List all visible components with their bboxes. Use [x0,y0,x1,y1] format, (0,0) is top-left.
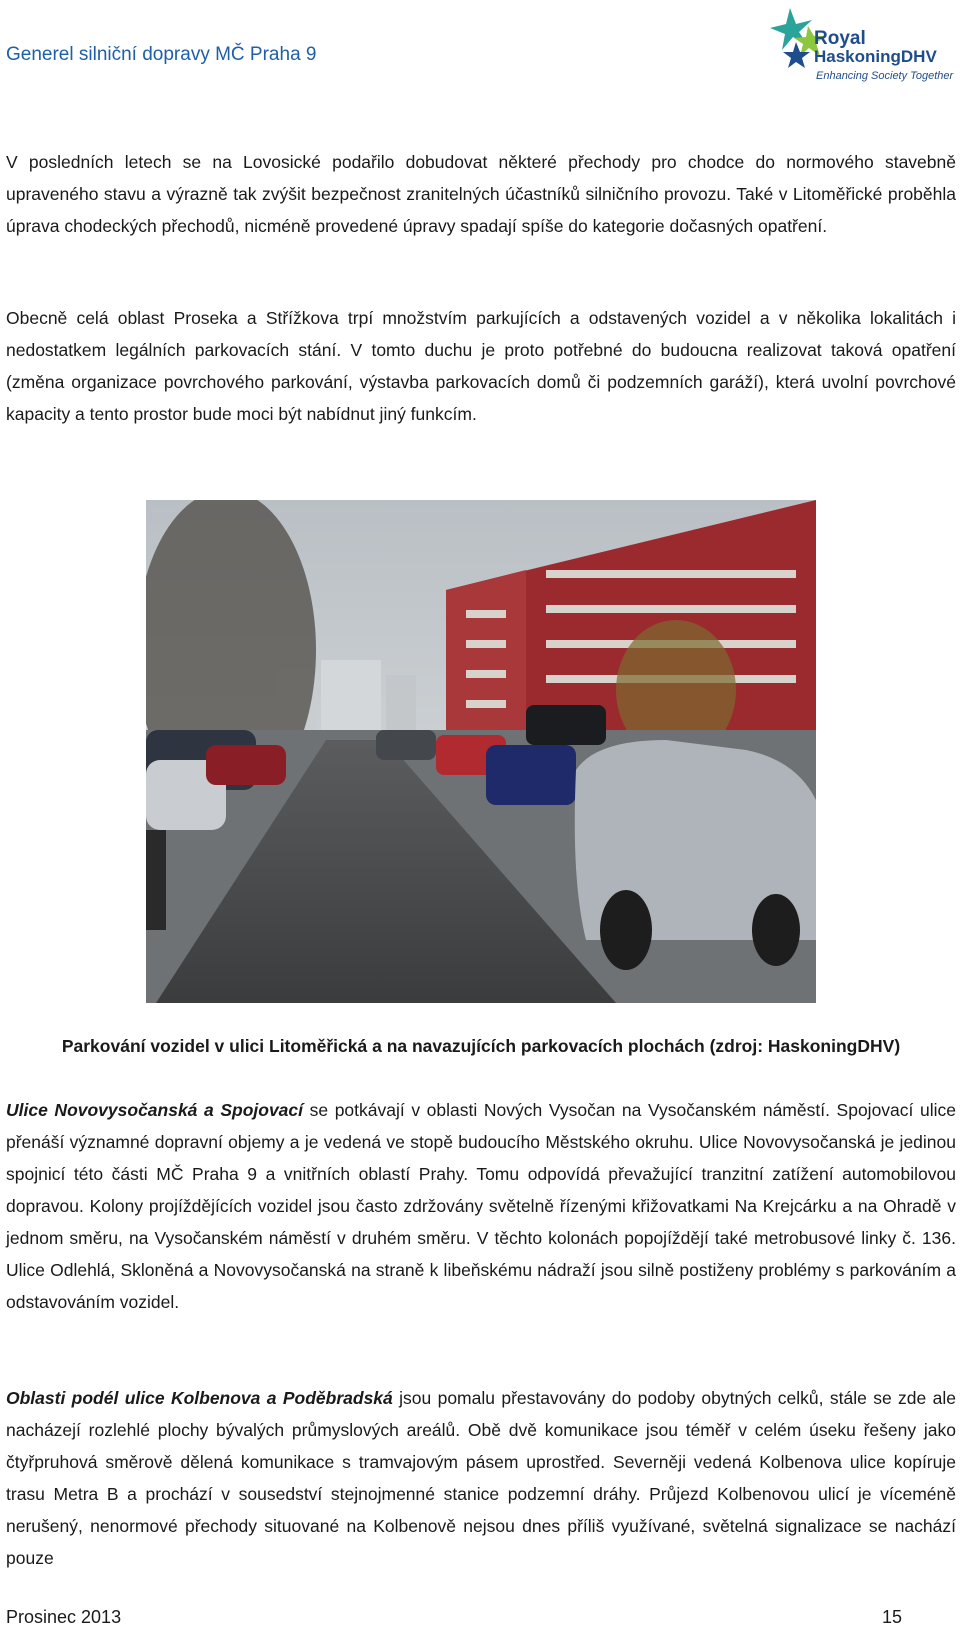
paragraph-lead-areas: Oblasti podél ulice Kolbenova a Poděbradská [6,1388,393,1408]
paragraph-body: se potkávají v oblasti Nových Vysočan na Vysočanském náměstí. Spojovací ulice přenáší významné dopravní objemy a je vedená ve stopě budoucího Městského okruhu. Ulice Novovysočanská je jedinou spojnicí této části MČ Praha 9 a vnitřních oblastí Prahy. Tomu odpovídá převažující tranzitní zatížení automobilovou dopravou. Kolony projíždějících vozidel jsou často zdržovány světelně řízenými křižovatkami Na Krejcárku a na Ohradě v jednom směru, na Vysočanském náměstí v druhém směru. V těchto kolonách popojíždějí také metrobusové linky č. 136. Ulice Odlehlá, Skloněná a Novovysočanská na straně k libeňskému nádraží jsou silně postiženy problémy s parkováním a odstavováním vozidel. [6,1100,956,1312]
figure-caption: Parkování vozidel v ulici Litoměřická a na navazujících parkovacích plochách (zdroj: HaskoningDHV) [61,1036,901,1056]
logo-tagline: Enhancing Society Together [816,70,954,82]
logo-line-haskoningdhv: HaskoningDHV [814,47,937,66]
street-parking-photo [146,500,816,1003]
paragraph-body: jsou pomalu přestavovány do podoby obytných celků, stále se zde ale nacházejí rozlehlé plochy bývalých průmyslových areálů. Obě dvě komunikace jsou téměř v celém úseku řešeny jako čtyřpruhová směrově dělená komunikace s tramvajovým pásem uprostřed. Severněji vedená Kolbenova ulice kopíruje trasu Metra B a prochází v sousedství stejnojmenné stanice podzemní dráhy. Průjezd Kolbenovou ulicí je víceméně nerušený, nenormové přechody situované na Kolbenově nejsou dnes příliš využívané, světelná signalizace se nachází pouze [6,1388,956,1568]
logo-line-royal: Royal [814,28,866,49]
paragraph-lead-streets: Ulice Novovysočanská a Spojovací [6,1100,304,1120]
paragraph-kolbenova [6,1382,956,1574]
paragraph-novovysocanska [6,1094,956,1318]
royal-haskoningdhv-logo [768,6,960,86]
footer-date: Prosinec 2013 [6,1607,122,1627]
document-header-title: Generel silniční dopravy MČ Praha 9 [6,44,317,65]
paragraph-lovosicka: V posledních letech se na Lovosické podařilo dobudovat některé přechody pro chodce do normového stavebně upraveného stavu a výrazně tak zvýšit bezpečnost zranitelných účastníků silničního provozu. Také v Litoměřické proběhla úprava chodeckých přechodů, nicméně provedené úpravy spadají spíše do kategorie dočasných opatření. [6,152,956,236]
paragraph-proseka-parking: Obecně celá oblast Proseka a Střížkova trpí množstvím parkujících a odstavených vozidel a v několika lokalitách i nedostatkem legálních parkovacích stání. V tomto duchu je proto potřebné do budoucna realizovat taková opatření (změna organizace povrchového parkování, výstavba parkovacích domů či podzemních garáží), která uvolní povrchové kapacity a tento prostor bude moci být nabídnut jiný funkcím. [6,308,956,424]
page-number: 15 [882,1607,903,1627]
